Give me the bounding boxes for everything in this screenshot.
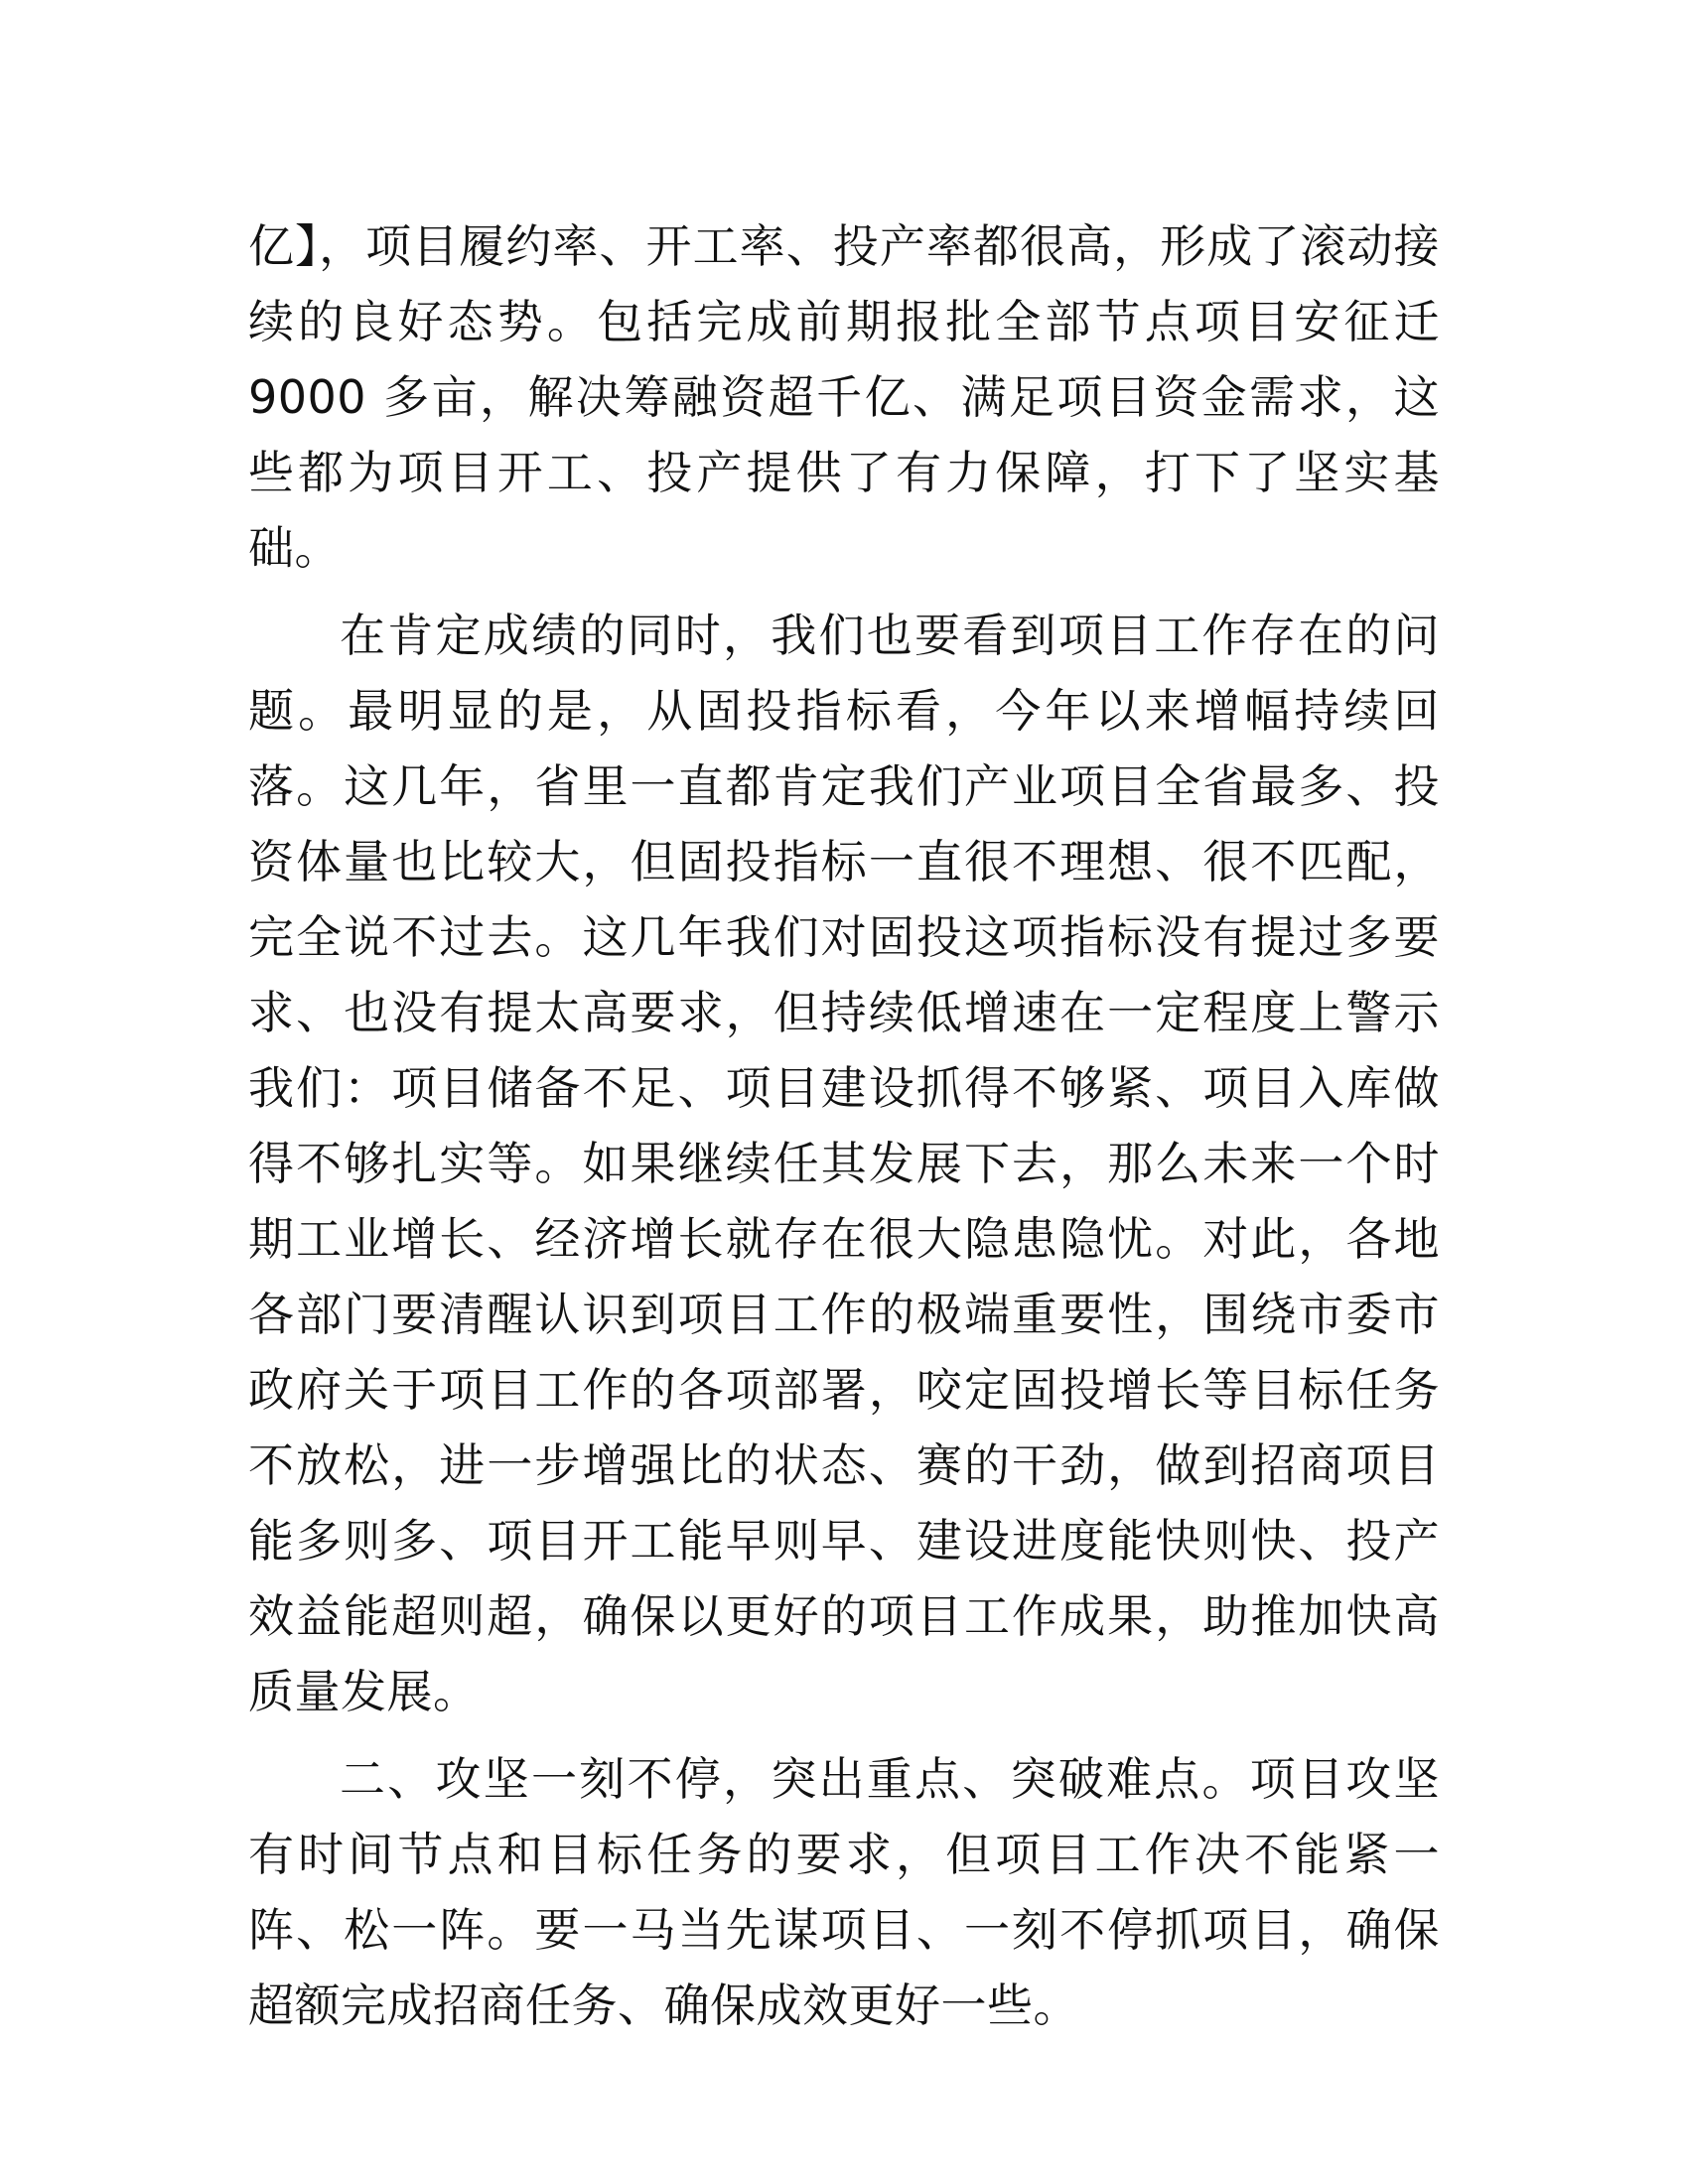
paragraph-section-two: 二、攻坚一刻不停，突出重点、突破难点。项目攻坚有时间节点和目标任务的要求，但项目工作决不能紧一阵、松一阵。要一马当先谋项目、一刻不停抓项目，确保超额完成招商任务、确保成效更好一些。 bbox=[248, 1752, 1440, 2032]
paragraph-problems: 在肯定成绩的同时，我们也要看到项目工作存在的问题。最明显的是，从固投指标看，今年以来增幅持续回落。这几年，省里一直都肯定我们产业项目全省最多、投资体量也比较大，但固投指标一直很不理想、很不匹配，完全说不过去。这几年我们对固投这项指标没有提过多要求、也没有提太高要求，但持续低增速在一定程度上警示我们：项目储备不足、项目建设抓得不够紧、项目入库做得不够扎实等。如果继续任其发展下去，那么未来一个时期工业增长、经济增长就存在很大隐患隐忧。对此，各地各部门要清醒认识到项目工作的极端重要性，围绕市委市政府关于项目工作的各项部署，咬定固投增长等目标任务不放松，进一步增强比的状态、赛的干劲，做到招商项目能多则多、项目开工能早则早、建设进度能快则快、投产效益能超则超，确保以更好的项目工作成果，助推加快高质量发展。 bbox=[248, 609, 1440, 1718]
document-body bbox=[248, 208, 1440, 2055]
paragraph-continuation: 亿】，项目履约率、开工率、投产率都很高，形成了滚动接续的良好态势。包括完成前期报批全部节点项目安征迁 9000 多亩，解决筹融资超千亿、满足项目资金需求，这些都为项目开工、投产提供了有力保障，打下了坚实基础。 bbox=[248, 219, 1440, 575]
